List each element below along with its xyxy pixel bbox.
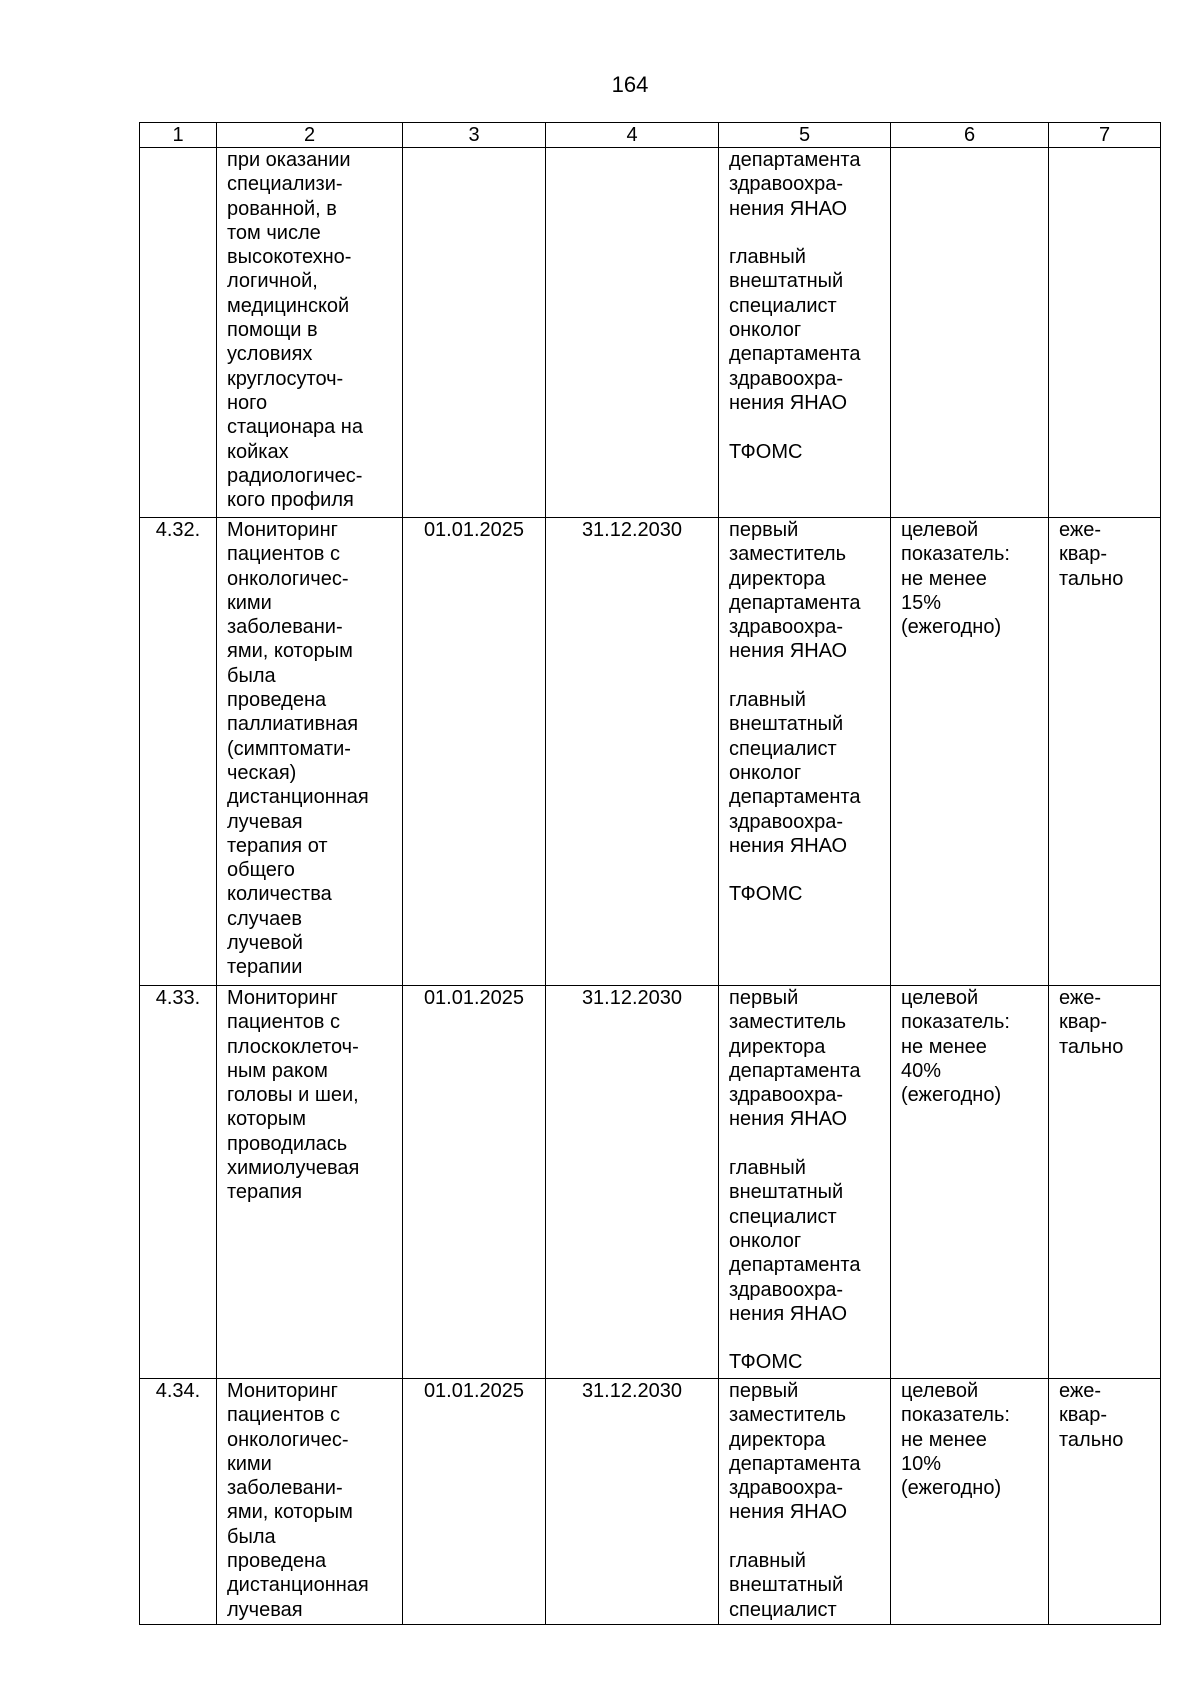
responsible-line: нения ЯНАО [729, 391, 848, 414]
responsible-line: нения ЯНАО [729, 1108, 848, 1131]
description-line: медицинской [227, 294, 350, 317]
description-line: лучевая [227, 810, 303, 833]
indicator-line: не менее [901, 1428, 987, 1451]
row-description [217, 518, 403, 986]
indicator-line: целевой [901, 519, 979, 541]
responsible-line: главный [729, 1157, 806, 1180]
description-line: при оказании [227, 149, 351, 171]
description-line: химиолучевая [227, 1157, 360, 1180]
description-line: плоскоклеточ- [227, 1035, 359, 1058]
description-line: заболевани- [227, 1477, 343, 1500]
responsible-line: департамента [729, 1059, 861, 1082]
responsible-line: специалист [729, 737, 837, 760]
responsible-line: директора [729, 567, 826, 590]
row-start-date: 01.01.2025 [403, 518, 546, 986]
description-line: Мониторинг [227, 519, 338, 541]
block-gap [729, 1326, 880, 1350]
description-line: Мониторинг [227, 987, 338, 1009]
frequency-line: тально [1059, 1035, 1124, 1058]
description-line: головы и шеи, [227, 1084, 359, 1107]
row-indicator [891, 518, 1049, 986]
description-line: пациентов с [227, 1011, 340, 1034]
responsible-line: здравоохра- [729, 367, 843, 390]
responsible-line: здравоохра- [729, 1084, 843, 1107]
row-indicator [891, 148, 1049, 518]
responsible-line: специалист [729, 1205, 837, 1228]
description-line: том числе [227, 221, 321, 244]
row-frequency [1049, 518, 1161, 986]
description-line: стационара на [227, 416, 363, 439]
description-line: дистанционная [227, 1574, 369, 1597]
responsible-line: специалист [729, 1598, 837, 1621]
header-cell-7: 7 [1049, 123, 1161, 148]
page-number: 164 [611, 72, 649, 97]
table-header-row [140, 123, 1161, 148]
responsible-line: директора [729, 1428, 826, 1451]
responsible-line: внештатный [729, 1574, 844, 1597]
row-responsible [719, 148, 891, 518]
responsible-line: департамента [729, 786, 861, 809]
indicator-line: не менее [901, 1035, 987, 1058]
measures-table [139, 122, 1161, 1625]
row-frequency [1049, 986, 1161, 1379]
description-line: помощи в [227, 319, 318, 342]
description-line: (симптомати- [227, 737, 351, 760]
description-line: проводилась [227, 1132, 348, 1155]
row-number: 4.34. [140, 1379, 217, 1625]
indicator-line: целевой [901, 1380, 979, 1402]
row-start-date: 01.01.2025 [403, 986, 546, 1379]
description-line: паллиативная [227, 713, 359, 736]
description-line: лучевая [227, 1598, 303, 1621]
frequency-line: еже- [1059, 1380, 1102, 1402]
description-line: пациентов с [227, 543, 340, 566]
description-line: заболевани- [227, 616, 343, 639]
indicator-line: 40% [901, 1059, 942, 1082]
description-line: радиологичес- [227, 464, 363, 487]
description-line: случаев [227, 907, 302, 930]
responsible-line: нения ЯНАО [729, 1302, 848, 1325]
responsible-line: онколог [729, 1229, 802, 1252]
header-cell-4: 4 [546, 123, 719, 148]
description-line: ями, которым [227, 640, 353, 663]
header-cell-2: 2 [217, 123, 403, 148]
responsible-line: внештатный [729, 270, 844, 293]
responsible-line: здравоохра- [729, 1477, 843, 1500]
frequency-line: еже- [1059, 987, 1102, 1009]
row-end-date: 31.12.2030 [546, 518, 719, 986]
row-end-date: 31.12.2030 [546, 986, 719, 1379]
responsible-line: нения ЯНАО [729, 197, 848, 220]
indicator-line: не менее [901, 567, 987, 590]
responsible-line: первый [729, 519, 799, 541]
responsible-line: директора [729, 1035, 826, 1058]
description-line: проведена [227, 1550, 327, 1573]
block-gap [729, 1132, 880, 1156]
row-description [217, 1379, 403, 1625]
description-line: койках [227, 440, 289, 463]
indicator-line: показатель: [901, 1404, 1010, 1427]
row-start-date: 01.01.2025 [403, 1379, 546, 1625]
row-frequency [1049, 1379, 1161, 1625]
header-cell-6: 6 [891, 123, 1049, 148]
responsible-line: ТФОМС [729, 1351, 803, 1374]
indicator-line: (ежегодно) [901, 1477, 1002, 1500]
description-line: кими [227, 591, 272, 614]
responsible-line: заместитель [729, 543, 846, 566]
header-cell-5: 5 [719, 123, 891, 148]
row-number [140, 148, 217, 518]
table-body [140, 123, 1161, 1625]
description-line: которым [227, 1108, 306, 1131]
responsible-line: онколог [729, 761, 802, 784]
responsible-line: заместитель [729, 1011, 846, 1034]
indicator-line: (ежегодно) [901, 1084, 1002, 1107]
frequency-line: еже- [1059, 519, 1102, 541]
description-line: терапия от [227, 834, 328, 857]
description-line: ческая) [227, 761, 297, 784]
responsible-line: главный [729, 689, 806, 712]
indicator-line: 15% [901, 591, 942, 614]
description-line: проведена [227, 689, 327, 712]
description-line: пациентов с [227, 1404, 340, 1427]
row-responsible [719, 518, 891, 986]
description-line: терапии [227, 956, 303, 979]
responsible-line: здравоохра- [729, 173, 843, 196]
block-gap [729, 1525, 880, 1549]
row-description [217, 986, 403, 1379]
table-row [140, 148, 1161, 518]
indicator-line: 10% [901, 1452, 942, 1475]
responsible-line: нения ЯНАО [729, 834, 848, 857]
frequency-line: квар- [1059, 543, 1108, 566]
row-number: 4.33. [140, 986, 217, 1379]
responsible-line: ТФОМС [729, 440, 803, 463]
row-description [217, 148, 403, 518]
responsible-line: департамента [729, 591, 861, 614]
responsible-line: департамента [729, 1254, 861, 1277]
responsible-line: здравоохра- [729, 616, 843, 639]
row-responsible [719, 1379, 891, 1625]
responsible-line: департамента [729, 1452, 861, 1475]
block-gap [729, 221, 880, 245]
description-line: онкологичес- [227, 1428, 349, 1451]
description-line: общего [227, 859, 295, 882]
header-cell-1: 1 [140, 123, 217, 148]
indicator-line: (ежегодно) [901, 616, 1002, 639]
responsible-line: заместитель [729, 1404, 846, 1427]
indicator-line: целевой [901, 987, 979, 1009]
description-line: дистанционная [227, 786, 369, 809]
block-gap [729, 664, 880, 688]
responsible-line: нения ЯНАО [729, 1501, 848, 1524]
table-row [140, 1379, 1161, 1625]
description-line: кого профиля [227, 489, 354, 512]
description-line: кими [227, 1452, 272, 1475]
responsible-line: департамента [729, 149, 861, 171]
responsible-line: главный [729, 1550, 806, 1573]
row-frequency [1049, 148, 1161, 518]
responsible-line: ТФОМС [729, 883, 803, 906]
description-line: была [227, 664, 276, 687]
indicator-line: показатель: [901, 1011, 1010, 1034]
description-line: ным раком [227, 1059, 328, 1082]
responsible-line: первый [729, 987, 799, 1009]
description-line: количества [227, 883, 332, 906]
frequency-line: тально [1059, 1428, 1124, 1451]
description-line: высокотехно- [227, 246, 352, 269]
description-line: круглосуточ- [227, 367, 344, 390]
responsible-line: внештатный [729, 1181, 844, 1204]
table-row [140, 986, 1161, 1379]
row-end-date [546, 148, 719, 518]
responsible-line: онколог [729, 319, 802, 342]
description-line: логичной, [227, 270, 318, 293]
responsible-line: специалист [729, 294, 837, 317]
frequency-line: тально [1059, 567, 1124, 590]
row-indicator [891, 986, 1049, 1379]
block-gap [729, 415, 880, 439]
description-line: онкологичес- [227, 567, 349, 590]
responsible-line: здравоохра- [729, 1278, 843, 1301]
row-start-date [403, 148, 546, 518]
responsible-line: первый [729, 1380, 799, 1402]
table-row [140, 518, 1161, 986]
row-number: 4.32. [140, 518, 217, 986]
description-line: Мониторинг [227, 1380, 338, 1402]
description-line: ного [227, 391, 268, 414]
description-line: была [227, 1525, 276, 1548]
responsible-line: внештатный [729, 713, 844, 736]
row-responsible [719, 986, 891, 1379]
header-cell-3: 3 [403, 123, 546, 148]
indicator-line: показатель: [901, 543, 1010, 566]
frequency-line: квар- [1059, 1404, 1108, 1427]
description-line: лучевой [227, 932, 303, 955]
frequency-line: квар- [1059, 1011, 1108, 1034]
description-line: специализи- [227, 173, 343, 196]
responsible-line: нения ЯНАО [729, 640, 848, 663]
row-end-date: 31.12.2030 [546, 1379, 719, 1625]
block-gap [729, 858, 880, 882]
row-indicator [891, 1379, 1049, 1625]
description-line: условиях [227, 343, 313, 366]
responsible-line: департамента [729, 343, 861, 366]
description-line: ями, которым [227, 1501, 353, 1524]
description-line: терапия [227, 1181, 303, 1204]
description-line: рованной, в [227, 197, 337, 220]
responsible-line: главный [729, 246, 806, 269]
responsible-line: здравоохра- [729, 810, 843, 833]
